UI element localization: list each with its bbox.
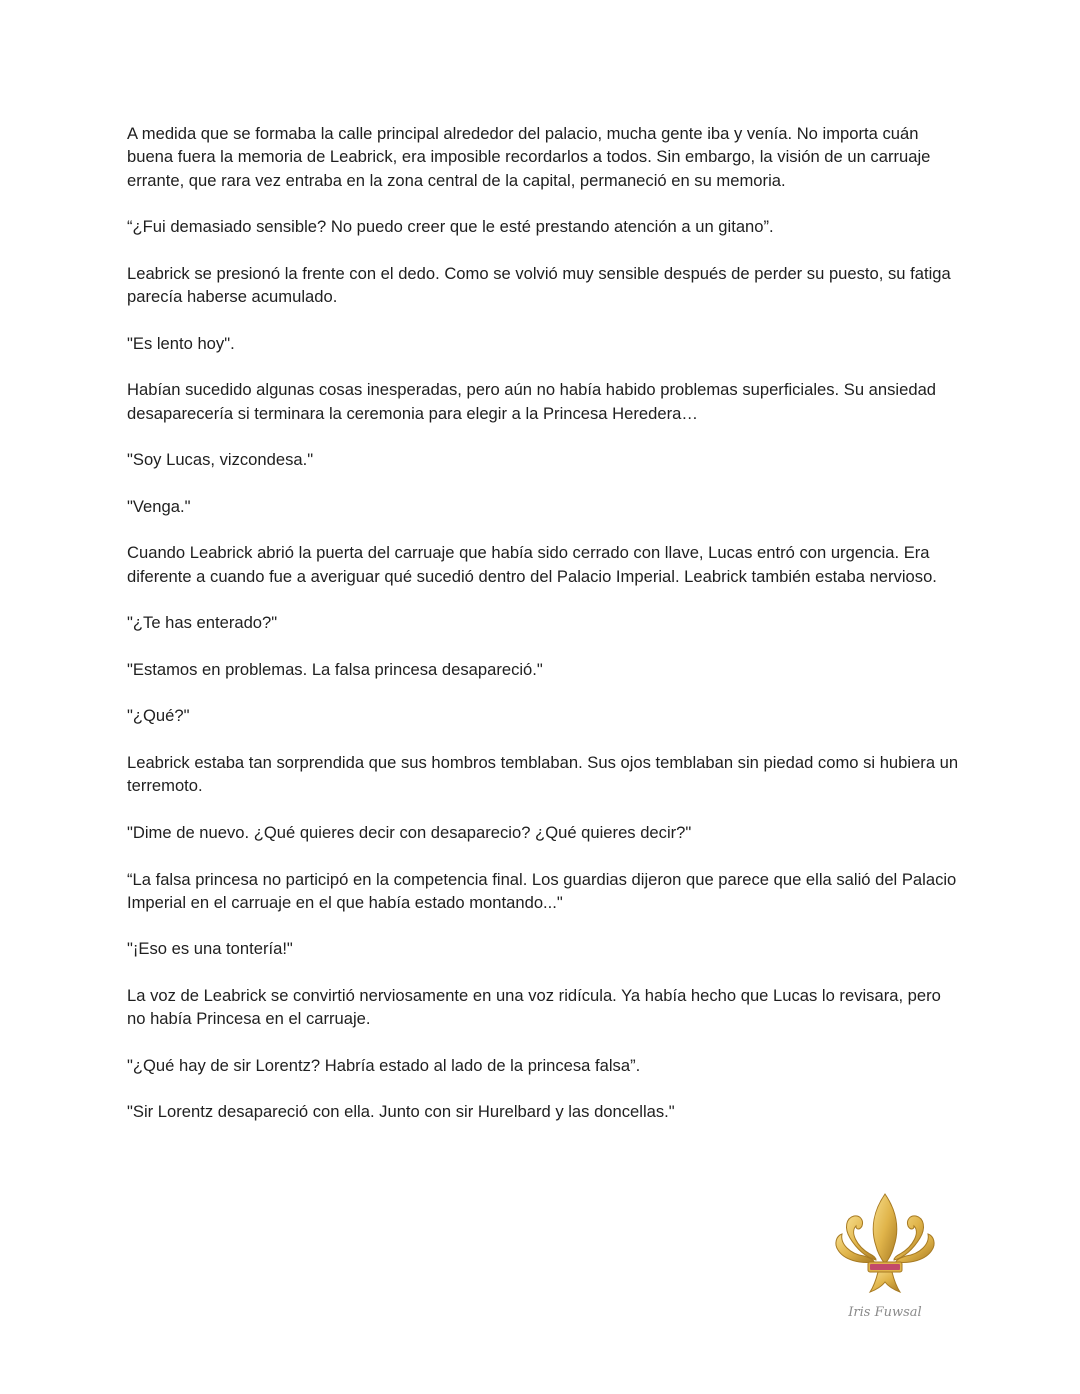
paragraph: La voz de Leabrick se convirtió nerviosamente en una voz ridícula. Ya había hecho que Lucas lo revisara, pero no había Princesa en el carruaje.: [127, 985, 941, 1029]
watermark-logo: [830, 1188, 940, 1328]
paragraph: "Estamos en problemas. La falsa princesa desapareció.": [127, 659, 543, 679]
paragraph: Cuando Leabrick abrió la puerta del carruaje que había sido cerrado con llave, Lucas entró con urgencia. Era diferente a cuando fue a averiguar qué sucedió dentro del Palacio Imperial. Leabrick también estaba nervioso.: [127, 543, 937, 586]
fleur-de-lis-icon: [830, 1188, 940, 1328]
document-body: [127, 122, 959, 1147]
paragraph: "¡Eso es una tontería!": [127, 939, 293, 959]
paragraph: "Soy Lucas, vizcondesa.": [127, 450, 314, 470]
paragraph: Habían sucedido algunas cosas inesperadas, pero aún no había habido problemas superficiales. Su ansiedad desaparecería si terminara la ceremonia para elegir a la Princesa Heredera…: [127, 380, 937, 423]
signature: Iris Fuwsal: [848, 1305, 922, 1320]
paragraph: "¿Qué hay de sir Lorentz? Habría estado al lado de la princesa falsa”.: [127, 1055, 641, 1075]
paragraph: "¿Qué?": [127, 706, 190, 726]
paragraph: "Sir Lorentz desapareció con ella. Junto con sir Hurelbard y las doncellas.": [127, 1102, 675, 1122]
paragraph: “La falsa princesa no participó en la competencia final. Los guardias dijeron que parece que ella salió del Palacio Imperial en el carruaje en el que había estado montando...": [127, 869, 957, 912]
paragraph: "Es lento hoy".: [127, 333, 235, 353]
paragraph: A medida que se formaba la calle principal alrededor del palacio, mucha gente iba y venía. No importa cuán buena fuera la memoria de Leabrick, era imposible recordarlos a todos. Sin embargo, la visión de un carruaje errante, que rara vez entraba en la zona central de la capital, permaneció en su memoria.: [127, 124, 931, 190]
paragraph: “¿Fui demasiado sensible? No puedo creer que le esté prestando atención a un gitano”.: [127, 217, 774, 237]
paragraph: Leabrick se presionó la frente con el dedo. Como se volvió muy sensible después de perder su puesto, su fatiga parecía haberse acumulado.: [127, 263, 951, 307]
paragraph: "Dime de nuevo. ¿Qué quieres decir con desaparecio? ¿Qué quieres decir?": [127, 822, 692, 842]
paragraph: "¿Te has enterado?": [127, 613, 278, 633]
paragraph: "Venga.": [127, 496, 191, 516]
paragraph: Leabrick estaba tan sorprendida que sus hombros temblaban. Sus ojos temblaban sin piedad como si hubiera un terremoto.: [127, 753, 959, 796]
